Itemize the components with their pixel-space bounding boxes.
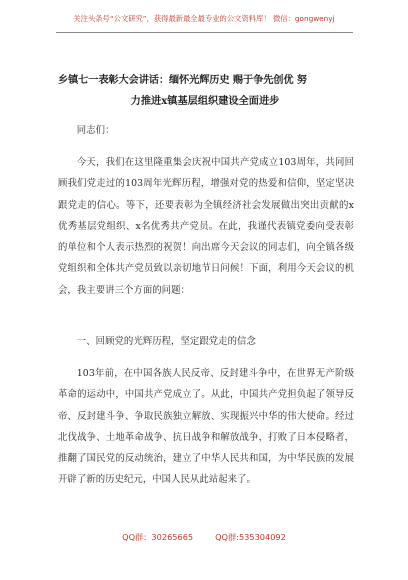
header-divider [56, 32, 353, 33]
document-title [58, 70, 352, 112]
document-title-line-1: 乡镇七一表彰大会讲话：缅怀光辉历史 赐于争先创优 努 [58, 74, 307, 86]
footer-qq-group-1: QQ群：30265665 [122, 532, 194, 542]
paragraph-opening: 今天，我们在这里隆重集会庆祝中国共产党成立103周年，共同回顾我们党走过的103周年光辉历程，增强对党的热爱和信仰，坚定坚决跟党走的信心。等下，还要表彰为全镇经济社会发展做出突出贡献的x优秀基层党组织、x名优秀共产党员。在此，我谨代表镇党委向受表彰的单位和个人表示热烈的祝贺！向出席今天会议的同志们，向全镇各级党组织和全体共产党员致以亲切地节日问候！下面，利用今天会议的机会，我主要讲三个方面的问题： [58, 157, 354, 296]
footer-qq-group-2: QQ群:535304092 [215, 532, 286, 542]
section-heading-1: 一、回顾党的光辉历程，坚定跟党走的信念 [76, 336, 256, 347]
promo-banner-text: 关注头条号“公文研究”，获得最新最全最专业的公文资料库！ 微信：gongwenyj [73, 14, 335, 23]
document-title-line-2: 力推进x镇基层组织建设全面进步 [130, 95, 280, 107]
promo-banner [0, 14, 408, 24]
footer-contact [0, 532, 408, 543]
paragraph-history: 103年前，在中国各族人民反帝、反封建斗争中，在世界无产阶级革命的运动中，中国共产党成立了。从此，中国共产党担负起了领导反帝、反封建斗争、争取民族独立解放、实现振兴中华的伟大使命。经过北伐战争、土地革命战争、抗日战争和解放战争，打败了日本侵略者，推翻了国民党的反动统治，建立了中华人民共和国，为中华民族的发展开辟了新的历史纪元，中国人民从此站起来了。 [58, 368, 354, 486]
salutation: 同志们： [76, 125, 115, 136]
